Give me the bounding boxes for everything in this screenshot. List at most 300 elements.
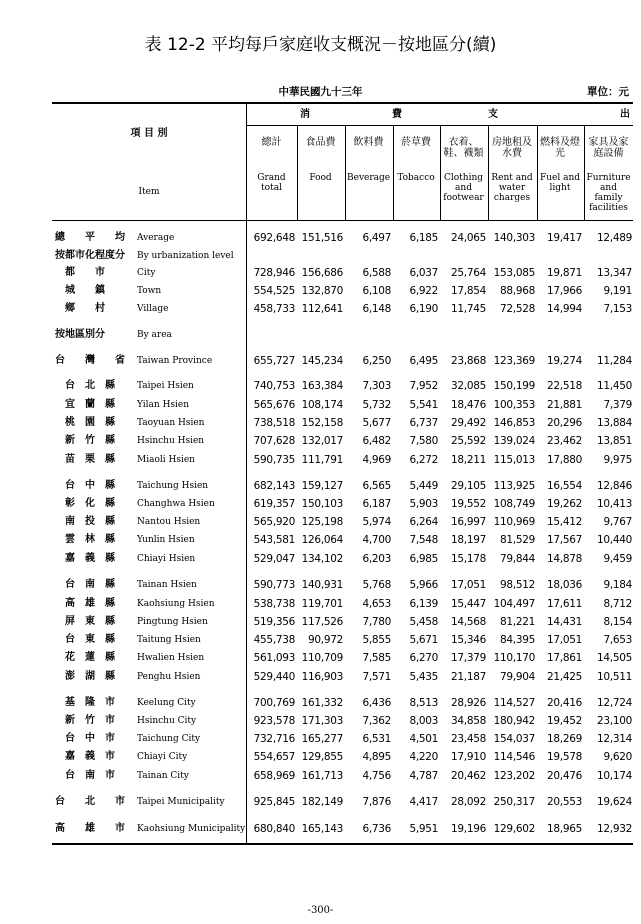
cell-value: 682,143: [253, 480, 295, 492]
cell-value: 145,234: [301, 355, 343, 367]
row-label-zh: 高 雄 縣: [65, 598, 115, 609]
cell-value: 10,413: [597, 498, 632, 510]
cell-value: 163,384: [301, 380, 343, 392]
cell-value: 14,994: [547, 303, 582, 315]
cell-value: 19,274: [547, 355, 582, 367]
cell-value: 19,624: [597, 796, 632, 808]
row-label-zh: 台 灣 省: [55, 355, 125, 366]
table-row: [0, 552, 641, 566]
cell-value: 619,357: [253, 498, 295, 510]
cell-value: 11,450: [597, 380, 632, 392]
table-row: [0, 302, 641, 316]
cell-value: 16,997: [451, 516, 486, 528]
row-label-en: Tainan Hsien: [137, 580, 197, 590]
cell-value: 108,174: [301, 399, 343, 411]
table-row: [0, 515, 641, 529]
column-header-zh: 燃料及燈光: [540, 137, 580, 159]
cell-value: 4,700: [362, 534, 391, 546]
column-divider: [345, 126, 346, 221]
cell-value: 161,332: [301, 697, 343, 709]
cell-value: 24,065: [451, 232, 486, 244]
row-label-zh: 台 南 縣: [65, 579, 115, 590]
cell-value: 17,854: [451, 285, 486, 297]
cell-value: 140,303: [493, 232, 535, 244]
cell-value: 5,951: [409, 823, 438, 835]
cell-value: 11,745: [451, 303, 486, 315]
row-label-en: Village: [137, 304, 169, 314]
cell-value: 4,969: [362, 454, 391, 466]
cell-value: 554,525: [253, 285, 295, 297]
cell-value: 19,417: [547, 232, 582, 244]
cell-value: 13,347: [597, 267, 632, 279]
row-label-en: By area: [137, 330, 172, 340]
cell-value: 707,628: [253, 435, 295, 447]
cell-value: 171,303: [301, 715, 343, 727]
cell-value: 14,878: [547, 553, 582, 565]
cell-value: 7,653: [603, 634, 632, 646]
cell-value: 658,969: [253, 770, 295, 782]
table-row: [0, 434, 641, 448]
cell-value: 6,736: [362, 823, 391, 835]
table-title: 表 12-2 平均每戶家庭收支概況－按地區分(續): [144, 35, 497, 55]
cell-value: 13,851: [597, 435, 632, 447]
row-label-zh: 台 中 縣: [65, 480, 115, 491]
table-top-rule: [52, 102, 633, 104]
cell-value: 146,853: [493, 417, 535, 429]
row-label-zh: 嘉 義 市: [65, 751, 115, 762]
cell-value: 23,100: [597, 715, 632, 727]
row-label-zh: 新 竹 縣: [65, 435, 115, 446]
table-row: [0, 379, 641, 393]
cell-value: 5,974: [362, 516, 391, 528]
cell-value: 8,712: [603, 598, 632, 610]
cell-value: 9,459: [603, 553, 632, 565]
cell-value: 18,197: [451, 534, 486, 546]
row-label-zh: 嘉 義 縣: [65, 553, 115, 564]
cell-value: 455,738: [253, 634, 295, 646]
cell-value: 20,416: [547, 697, 582, 709]
cell-value: 6,270: [409, 652, 438, 664]
cell-value: 923,578: [253, 715, 295, 727]
cell-value: 7,303: [362, 380, 391, 392]
row-label-en: Taitung Hsien: [137, 635, 201, 645]
cell-value: 740,753: [253, 380, 295, 392]
cell-value: 590,773: [253, 579, 295, 591]
cell-value: 20,553: [547, 796, 582, 808]
cell-value: 88,968: [500, 285, 535, 297]
cell-value: 5,966: [409, 579, 438, 591]
cell-value: 13,884: [597, 417, 632, 429]
cell-value: 180,942: [493, 715, 535, 727]
table-row: [0, 670, 641, 684]
cell-value: 6,922: [409, 285, 438, 297]
cell-value: 4,653: [362, 598, 391, 610]
cell-value: 12,489: [597, 232, 632, 244]
group-header-char: 費: [392, 109, 402, 120]
cell-value: 5,677: [362, 417, 391, 429]
cell-value: 22,518: [547, 380, 582, 392]
cell-value: 12,314: [597, 733, 632, 745]
table-row: [0, 615, 641, 629]
cell-value: 7,876: [362, 796, 391, 808]
row-label-en: Nantou Hsien: [137, 517, 201, 527]
cell-value: 126,064: [301, 534, 343, 546]
cell-value: 538,738: [253, 598, 295, 610]
cell-value: 4,501: [409, 733, 438, 745]
table-bottom-rule: [52, 843, 633, 845]
cell-value: 680,840: [253, 823, 295, 835]
row-label-en: Hsinchu Hsien: [137, 436, 205, 446]
cell-value: 14,505: [597, 652, 632, 664]
cell-value: 9,767: [603, 516, 632, 528]
row-label-zh: 按都市化程度分: [55, 250, 125, 261]
column-header-en: Food: [309, 173, 332, 183]
cell-value: 23,458: [451, 733, 486, 745]
column-header-zh: 總計: [261, 137, 282, 148]
row-label-zh: 屏 東 縣: [65, 616, 115, 627]
cell-value: 129,602: [493, 823, 535, 835]
row-label-zh: 雲 林 縣: [65, 534, 115, 545]
row-label-en: Taichung Hsien: [137, 481, 209, 491]
cell-value: 18,965: [547, 823, 582, 835]
cell-value: 17,966: [547, 285, 582, 297]
table-row: [0, 533, 641, 547]
row-label-zh: 台 北 縣: [65, 380, 115, 391]
cell-value: 132,870: [301, 285, 343, 297]
row-label-zh: 彰 化 縣: [65, 498, 115, 509]
cell-value: 182,149: [301, 796, 343, 808]
row-label-en: Taipei Municipality: [137, 797, 225, 807]
cell-value: 81,529: [500, 534, 535, 546]
cell-value: 15,346: [451, 634, 486, 646]
table-row: [0, 696, 641, 710]
cell-value: 6,565: [362, 480, 391, 492]
cell-value: 17,910: [451, 751, 486, 763]
row-label-en: Chiayi Hsien: [137, 554, 196, 564]
cell-value: 692,648: [253, 232, 295, 244]
cell-value: 6,588: [362, 267, 391, 279]
column-header-en: Rent and water charges: [491, 173, 533, 203]
cell-value: 17,379: [451, 652, 486, 664]
table-row: [0, 249, 641, 263]
group-header-char: 出: [620, 109, 630, 120]
cell-value: 150,103: [301, 498, 343, 510]
cell-value: 5,458: [409, 616, 438, 628]
cell-value: 19,552: [451, 498, 486, 510]
column-header-en: Clothing and footwear: [443, 173, 484, 203]
cell-value: 5,903: [409, 498, 438, 510]
cell-value: 34,858: [451, 715, 486, 727]
cell-value: 9,184: [603, 579, 632, 591]
cell-value: 29,492: [451, 417, 486, 429]
row-label-zh: 台 東 縣: [65, 634, 115, 645]
table-row: [0, 284, 641, 298]
cell-value: 150,199: [493, 380, 535, 392]
row-label-zh: 台 中 市: [65, 733, 115, 744]
cell-value: 100,353: [493, 399, 535, 411]
cell-value: 18,476: [451, 399, 486, 411]
cell-value: 5,855: [362, 634, 391, 646]
group-header-char: 消: [300, 109, 310, 120]
cell-value: 17,880: [547, 454, 582, 466]
row-label-en: Kaohsiung Hsien: [137, 599, 215, 609]
column-divider: [393, 126, 394, 221]
cell-value: 14,431: [547, 616, 582, 628]
table-row: [0, 795, 641, 809]
cell-value: 21,425: [547, 671, 582, 683]
row-label-zh: 按地區別分: [55, 329, 105, 340]
cell-value: 6,250: [362, 355, 391, 367]
unit-label: 單位：元: [587, 86, 629, 98]
item-header-zh: 項 目 別: [130, 128, 168, 139]
column-header-en: Beverage: [347, 173, 391, 183]
column-header-zh: 家具及家庭設備: [588, 137, 629, 159]
cell-value: 554,657: [253, 751, 295, 763]
cell-value: 79,844: [500, 553, 535, 565]
cell-value: 590,735: [253, 454, 295, 466]
table-row: [0, 651, 641, 665]
row-label-zh: 新 竹 市: [65, 715, 115, 726]
cell-value: 925,845: [253, 796, 295, 808]
row-label-zh: 台 南 市: [65, 770, 115, 781]
cell-value: 165,277: [301, 733, 343, 745]
cell-value: 29,105: [451, 480, 486, 492]
cell-value: 12,724: [597, 697, 632, 709]
cell-value: 5,768: [362, 579, 391, 591]
cell-value: 18,269: [547, 733, 582, 745]
cell-value: 108,749: [493, 498, 535, 510]
column-divider: [488, 126, 489, 221]
item-header-en: Item: [138, 187, 160, 197]
cell-value: 6,185: [409, 232, 438, 244]
cell-value: 15,178: [451, 553, 486, 565]
cell-value: 114,527: [493, 697, 535, 709]
column-divider: [537, 126, 538, 221]
row-label-zh: 都 市: [65, 267, 105, 278]
cell-value: 5,435: [409, 671, 438, 683]
cell-value: 156,686: [301, 267, 343, 279]
cell-value: 4,787: [409, 770, 438, 782]
cell-value: 114,546: [493, 751, 535, 763]
cell-value: 458,733: [253, 303, 295, 315]
page-number: -300-: [307, 905, 334, 916]
cell-value: 6,203: [362, 553, 391, 565]
column-divider: [584, 126, 585, 221]
cell-value: 21,881: [547, 399, 582, 411]
row-label-en: Average: [137, 233, 175, 243]
cell-value: 20,296: [547, 417, 582, 429]
table-row: [0, 328, 641, 342]
cell-value: 129,855: [301, 751, 343, 763]
cell-value: 123,369: [493, 355, 535, 367]
cell-value: 123,202: [493, 770, 535, 782]
table-row: [0, 416, 641, 430]
cell-value: 6,148: [362, 303, 391, 315]
cell-value: 165,143: [301, 823, 343, 835]
cell-value: 18,211: [451, 454, 486, 466]
row-label-en: Taoyuan Hsien: [137, 418, 205, 428]
cell-value: 110,170: [493, 652, 535, 664]
cell-value: 732,716: [253, 733, 295, 745]
cell-value: 134,102: [301, 553, 343, 565]
cell-value: 19,196: [451, 823, 486, 835]
table-row: [0, 266, 641, 280]
group-header-char: 支: [488, 109, 498, 120]
column-header-zh: 房地租及水費: [492, 137, 532, 159]
cell-value: 7,585: [362, 652, 391, 664]
cell-value: 84,395: [500, 634, 535, 646]
cell-value: 7,952: [409, 380, 438, 392]
cell-value: 125,198: [301, 516, 343, 528]
cell-value: 154,037: [493, 733, 535, 745]
cell-value: 112,641: [301, 303, 343, 315]
table-row: [0, 497, 641, 511]
column-header-en: Fuel and light: [539, 173, 581, 193]
cell-value: 116,903: [301, 671, 343, 683]
column-header-zh: 食品費: [305, 137, 336, 148]
cell-value: 529,440: [253, 671, 295, 683]
cell-value: 81,221: [500, 616, 535, 628]
row-label-en: Penghu Hsien: [137, 672, 201, 682]
row-label-en: Keelung City: [137, 698, 196, 708]
table-row: [0, 769, 641, 783]
row-label-en: Chiayi City: [137, 752, 188, 762]
row-label-en: Changhwa Hsien: [137, 499, 215, 509]
cell-value: 139,024: [493, 435, 535, 447]
cell-value: 4,417: [409, 796, 438, 808]
row-label-zh: 桃 園 縣: [65, 417, 115, 428]
row-label-zh: 城 鎮: [65, 285, 105, 296]
cell-value: 25,592: [451, 435, 486, 447]
row-label-en: Taipei Hsien: [137, 381, 194, 391]
cell-value: 700,769: [253, 697, 295, 709]
row-label-zh: 苗 栗 縣: [65, 454, 115, 465]
cell-value: 6,531: [362, 733, 391, 745]
cell-value: 7,571: [362, 671, 391, 683]
cell-value: 10,511: [597, 671, 632, 683]
cell-value: 79,904: [500, 671, 535, 683]
cell-value: 21,187: [451, 671, 486, 683]
cell-value: 117,526: [301, 616, 343, 628]
row-label-en: Miaoli Hsien: [137, 455, 195, 465]
row-label-en: Taiwan Province: [137, 356, 213, 366]
cell-value: 6,482: [362, 435, 391, 447]
cell-value: 7,153: [603, 303, 632, 315]
cell-value: 6,272: [409, 454, 438, 466]
cell-value: 5,541: [409, 399, 438, 411]
table-row: [0, 453, 641, 467]
row-label-en: Yilan Hsien: [137, 400, 190, 410]
cell-value: 98,512: [500, 579, 535, 591]
cell-value: 519,356: [253, 616, 295, 628]
column-divider: [440, 126, 441, 221]
cell-value: 151,516: [301, 232, 343, 244]
row-label-zh: 花 蓮 縣: [65, 652, 115, 663]
cell-value: 16,554: [547, 480, 582, 492]
cell-value: 152,158: [301, 417, 343, 429]
cell-value: 132,017: [301, 435, 343, 447]
cell-value: 7,379: [603, 399, 632, 411]
row-label-en: Kaohsiung Municipality: [137, 824, 246, 834]
cell-value: 17,861: [547, 652, 582, 664]
cell-value: 14,568: [451, 616, 486, 628]
cell-value: 529,047: [253, 553, 295, 565]
cell-value: 8,513: [409, 697, 438, 709]
cell-value: 728,946: [253, 267, 295, 279]
table-row: [0, 398, 641, 412]
column-divider: [297, 126, 298, 221]
cell-value: 15,447: [451, 598, 486, 610]
cell-value: 72,528: [500, 303, 535, 315]
cell-value: 8,003: [409, 715, 438, 727]
cell-value: 738,518: [253, 417, 295, 429]
row-label-zh: 基 隆 市: [65, 697, 115, 708]
cell-value: 5,732: [362, 399, 391, 411]
cell-value: 9,191: [603, 285, 632, 297]
cell-value: 655,727: [253, 355, 295, 367]
table-row: [0, 732, 641, 746]
cell-value: 250,317: [493, 796, 535, 808]
cell-value: 10,174: [597, 770, 632, 782]
cell-value: 6,264: [409, 516, 438, 528]
row-label-zh: 澎 湖 縣: [65, 671, 115, 682]
row-label-zh: 高 雄 市: [55, 823, 125, 834]
cell-value: 32,085: [451, 380, 486, 392]
cell-value: 28,092: [451, 796, 486, 808]
cell-value: 6,187: [362, 498, 391, 510]
cell-value: 6,497: [362, 232, 391, 244]
cell-value: 11,284: [597, 355, 632, 367]
row-label-en: City: [137, 268, 156, 278]
row-label-zh: 鄉 村: [65, 303, 105, 314]
cell-value: 19,262: [547, 498, 582, 510]
cell-value: 7,362: [362, 715, 391, 727]
row-label-en: Taichung City: [137, 734, 201, 744]
cell-value: 111,791: [301, 454, 343, 466]
cell-value: 17,051: [547, 634, 582, 646]
cell-value: 6,495: [409, 355, 438, 367]
cell-value: 119,701: [301, 598, 343, 610]
cell-value: 561,093: [253, 652, 295, 664]
table-row: [0, 714, 641, 728]
cell-value: 104,497: [493, 598, 535, 610]
column-header-zh: 菸草費: [401, 137, 431, 148]
table-row: [0, 750, 641, 764]
cell-value: 159,127: [301, 480, 343, 492]
row-label-en: Yunlin Hsien: [137, 535, 195, 545]
cell-value: 6,737: [409, 417, 438, 429]
cell-value: 19,871: [547, 267, 582, 279]
row-label-en: Hwalien Hsien: [137, 653, 205, 663]
table-row: [0, 231, 641, 245]
column-header-en: Tobacco: [397, 173, 435, 183]
cell-value: 110,969: [493, 516, 535, 528]
cell-value: 6,436: [362, 697, 391, 709]
cell-value: 19,578: [547, 751, 582, 763]
cell-value: 543,581: [253, 534, 295, 546]
cell-value: 12,932: [597, 823, 632, 835]
row-label-en: Town: [137, 286, 162, 296]
cell-value: 20,462: [451, 770, 486, 782]
cell-value: 6,985: [409, 553, 438, 565]
row-label-zh: 總 平 均: [55, 232, 125, 243]
cell-value: 7,780: [362, 616, 391, 628]
cell-value: 10,440: [597, 534, 632, 546]
cell-value: 7,580: [409, 435, 438, 447]
cell-value: 28,926: [451, 697, 486, 709]
row-label-en: Hsinchu City: [137, 716, 197, 726]
header-bottom-rule: [52, 220, 633, 221]
